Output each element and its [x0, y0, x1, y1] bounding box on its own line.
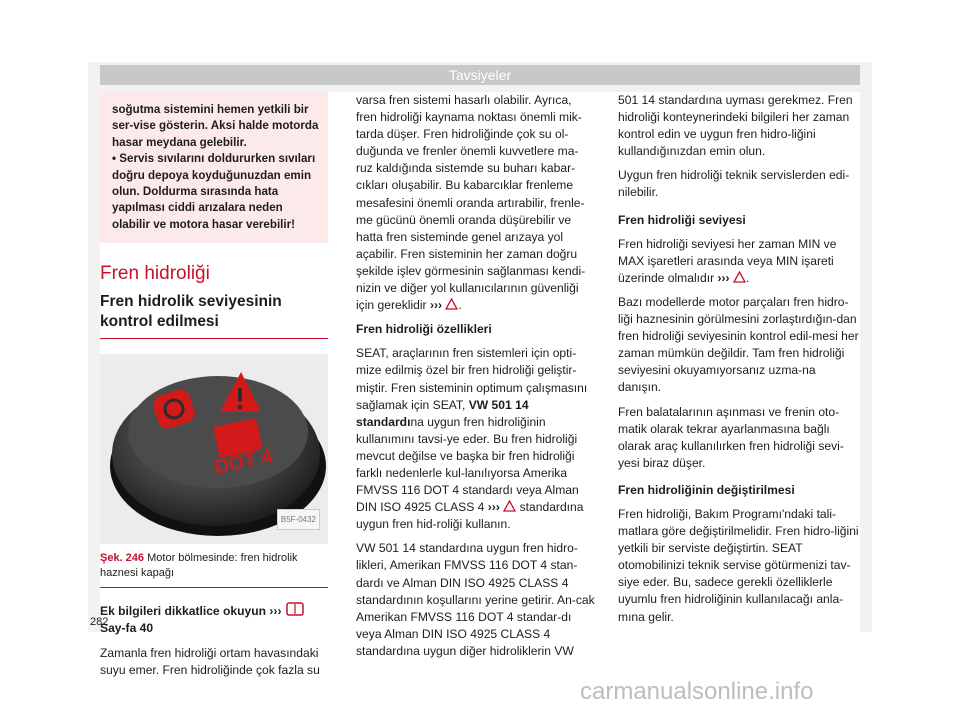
- note-arrow: ›››: [269, 604, 282, 619]
- warning-triangle-icon: [733, 271, 746, 283]
- figure-caption: [100, 551, 328, 581]
- caption-text: Motor bölmesinde: fren hidrolik haznesi kapağı: [100, 552, 298, 580]
- col2-paragraph-2-b: na uygun fren hidroliğinin kullanımını tavsi-ye eder. Bu fren hidroliği mevcut değilse ve başka bir fren hidroliği farklı nedenlerle kul-lanılıyorsa Amerika FMVSS 116 DOT 4 standardı veya Alman DIN ISO 4925 CLASS 4: [356, 414, 579, 515]
- book-icon: [285, 602, 305, 616]
- note-line: [100, 602, 328, 637]
- column-3: [618, 92, 860, 633]
- warning-text-2: • Servis sıvılarını doldururken sıvıları doğru depoya koyduğunuzdan emin olun. Doldurma sırasında hata yapılması ciddi arızalara neden olabilir ve motora hasar verebilir!: [112, 152, 316, 231]
- col2-heading-1: Fren hidroliği özellikleri: [356, 322, 492, 337]
- col2-paragraph-1: varsa fren sistemi hasarlı olabilir. Ayrıca, fren hidroliği kaynama noktası önemli mik-tarda düşer. Fren hidroliğinde çok su ol-duğunda ve frenler önemli kuvvetlere ma-ruz kaldığında sistemde su buharı kabar-cıkları oluşabilir. Bu kabarcıklar frenleme mesafesini önemli oranda artırabilir, frenle-me gücünü önemli oranda düşürebilir ve hatta fren sisteminde genel arızaya yol açabilir. Fren sisteminin her zaman doğru şekilde işlev görmesinin sağlanması kendi-nizin ve diğer yol kullanıcılarının güvenliği için gereklidir ››› .: [356, 93, 586, 313]
- col3-paragraph-2: Uygun fren hidroliği teknik servislerden edi-nilebilir.: [618, 168, 850, 200]
- note-title: Ek bilgileri dikkatlice okuyun: [100, 604, 267, 619]
- caption-divider: [100, 587, 328, 588]
- sub-title: Fren hidrolik seviyesinin kontrol edilmesi: [100, 293, 282, 331]
- section-title: Fren hidroliği: [100, 263, 210, 285]
- figure-code: B5F-0432: [277, 509, 320, 530]
- col3-paragraph-3: Fren hidroliği seviyesi her zaman MIN ve MAX işaretleri arasında veya MIN işareti üzerinde olmalıdır ››› .: [618, 236, 837, 285]
- page-header: Tavsiyeler: [100, 65, 860, 85]
- col3-heading-1: Fren hidroliği seviyesi: [618, 212, 746, 227]
- col2-paragraph-3: VW 501 14 standardına uygun fren hidro-likleri, Amerikan FMVSS 116 DOT 4 stan-dardı ve Alman DIN ISO 4925 CLASS 4 standardının koşullarını yerine getirir. An-cak Amerikan FMVSS 116 DOT 4 standar-dı veya Alman DIN ISO 4925 CLASS 4 standardına uygun diğer hidroliklerin VW: [356, 541, 595, 658]
- page-content: [100, 92, 860, 677]
- col3-heading-2: Fren hidroliğinin değiştirilmesi: [618, 482, 795, 497]
- dot4-label: DOT 4: [212, 445, 275, 480]
- col3-paragraph-3-text: Fren hidroliği seviyesi her zaman MIN ve MAX işaretleri arasında veya MIN işareti üzerinde olmalıdır: [618, 236, 837, 285]
- figure-number: Şek. 246: [100, 552, 145, 565]
- column-1: [100, 92, 328, 686]
- col2-paragraph-2-bold: VW 501 14 standardı: [356, 397, 529, 429]
- col3-paragraph-6: Fren hidroliği, Bakım Programı'ndaki tali-matlara göre değiştirilmelidir. Fren hidro-liğini yetkili bir serviste değiştirtin. SEAT otomobilinizi teknik servise götürmenizi tav-siye eder. Bu, sadece gerekli özelliklerle uyumlu fren hidroliğinin kullanılacağı anla-mına gelir.: [618, 506, 859, 624]
- col2-paragraph-2-a: SEAT, araçlarının fren sistemleri için opti-mize edilmiş özel bir fren hidroliği geliştir-miştir. Fren sisteminin optimum çalışmasını sağlamak için SEAT,: [356, 346, 588, 412]
- note-page-ref: Say-fa 40: [100, 621, 154, 636]
- col3-paragraph-4: Bazı modellerde motor parçaları fren hidro-liği haznesinin görülmesini zorlaştırdığın-dan fren hidroliği seviyesinin kontrol edil-mesi her zaman mümkün değildir. Tam fren hidroliği seviyesini okuyamıyorsanız uzma-na danışın.: [618, 294, 859, 395]
- ref-arrow: ›››: [429, 298, 443, 313]
- col2-paragraph-2-c: standardına uygun fren hid-roliği kullanın.: [356, 500, 584, 532]
- col2-paragraph-2: [356, 345, 595, 533]
- page-number: 282: [90, 616, 109, 628]
- warning-triangle-icon: [445, 298, 458, 310]
- warning-triangle-icon: [503, 500, 516, 512]
- brake-fluid-cap-figure: [100, 354, 328, 544]
- warning-text-1: soğutma sistemini hemen yetkili bir ser-vise gösterin. Aksi halde motorda hasar meydana gelebilir.: [112, 103, 319, 149]
- col2-paragraph-1-text: varsa fren sistemi hasarlı olabilir. Ayrıca, fren hidroliği kaynama noktası önemli mik-tarda düşer. Fren hidroliğinde çok su ol-duğunda ve frenler önemli kuvvetlere ma-ruz kaldığında sistemde su buharı kabar-cıkları oluşabilir. Bu kabarcıklar frenleme mesafesini önemli oranda artırabilir, frenle-me gücünü önemli oranda düşürebilir ve hatta fren sisteminde genel arızaya yol açabilir. Fren sisteminin her zaman doğru şekilde işlev görmesinin sağlanması kendi-nizin ve diğer yol kullanıcılarının güvenliği için gereklidir: [356, 93, 586, 313]
- column-2: [356, 92, 595, 667]
- col3-paragraph-1: 501 14 standardına uyması gerekmez. Fren hidroliği konteynerindeki bilgileri her zaman kontrol edin ve uygun fren hidro-liğini kullandığınızdan emin olun.: [618, 93, 853, 159]
- col1-paragraph: Zamanla fren hidroliği ortam havasındaki suyu emer. Fren hidroliğinde çok fazla su: [100, 645, 320, 677]
- warning-box: [100, 92, 328, 243]
- col3-paragraph-5: Fren balatalarının aşınması ve frenin oto-matik olarak tekrar ayarlanmasına bağlı olarak araç kullanılırken fren hidroliği sevi-yesi biraz düşer.: [618, 404, 844, 470]
- ref-arrow: ›››: [717, 270, 730, 285]
- watermark: carmanualsonline.info: [580, 678, 814, 705]
- divider: [100, 338, 328, 339]
- ref-arrow: ›››: [487, 500, 500, 515]
